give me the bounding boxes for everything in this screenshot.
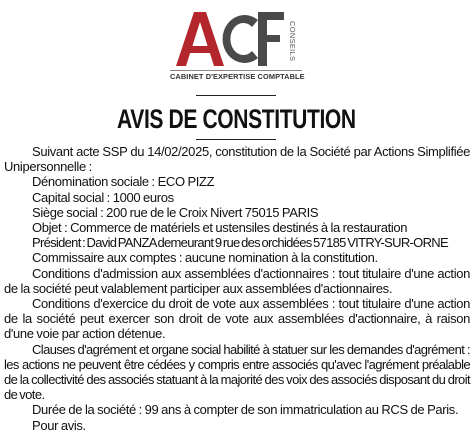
president-line: Président : David PANZA demeurant 9 rue des orchidées 57185 VITRY-SUR-ORNE [32,235,448,251]
siege-line: Siège social : 200 rue de le Croix Nivert 75015 PARIS [32,204,319,220]
intro-paragraph: Suivant acte SSP du 14/02/2025, constitution de la Société par Actions Simplifiée Unipersonnelle : [4,144,470,175]
vote-paragraph: Conditions d'exercice du droit de vote aux assemblées : tout titulaire d'une action de la société peut exercer son droit de vote aux assemblées d'actionnaire, à raison d'une voie par action détenue. [4,296,470,342]
agrement-paragraph: Clauses d'agrément et organe social habilité à statuer sur les demandes d'agrément : les actions ne peuvent être cédées y compris entre associés qu'avec l'agrément préalable de la collectivité des associés statuant à la majorité des voix des associés disposant du droit de vote. [4,341,470,403]
acf-logo-icon [174,10,286,68]
logo-side-text: CONSEILS [288,20,297,62]
logo-tagline: CABINET D'EXPERTISE COMPTABLE [170,72,305,81]
page-title: AVIS DE CONSTITUTION [117,104,356,134]
notice-body [4,144,470,433]
objet-line: Objet : Commerce de matériels et ustensiles destinés à la restauration [32,220,408,236]
admission-paragraph: Conditions d'admission aux assemblées d'actionnaires : tout titulaire d'une action de la société peut valablement participer aux assemblées d'actionnaires. [4,265,470,296]
company-logo [170,8,305,82]
commissaire-line: Commissaire aux comptes : aucune nomination à la constitution. [32,250,378,266]
title-rule-bottom [196,139,276,140]
duree-paragraph: Durée de la société : 99 ans à compter de son immatriculation au RCS de Paris. [32,402,459,418]
closing-line: Pour avis. [32,417,86,433]
title-rule-top [196,95,276,96]
denomination-line: Dénomination sociale : ECO PIZZ [32,174,215,190]
capital-line: Capital social : 1000 euros [32,189,174,205]
